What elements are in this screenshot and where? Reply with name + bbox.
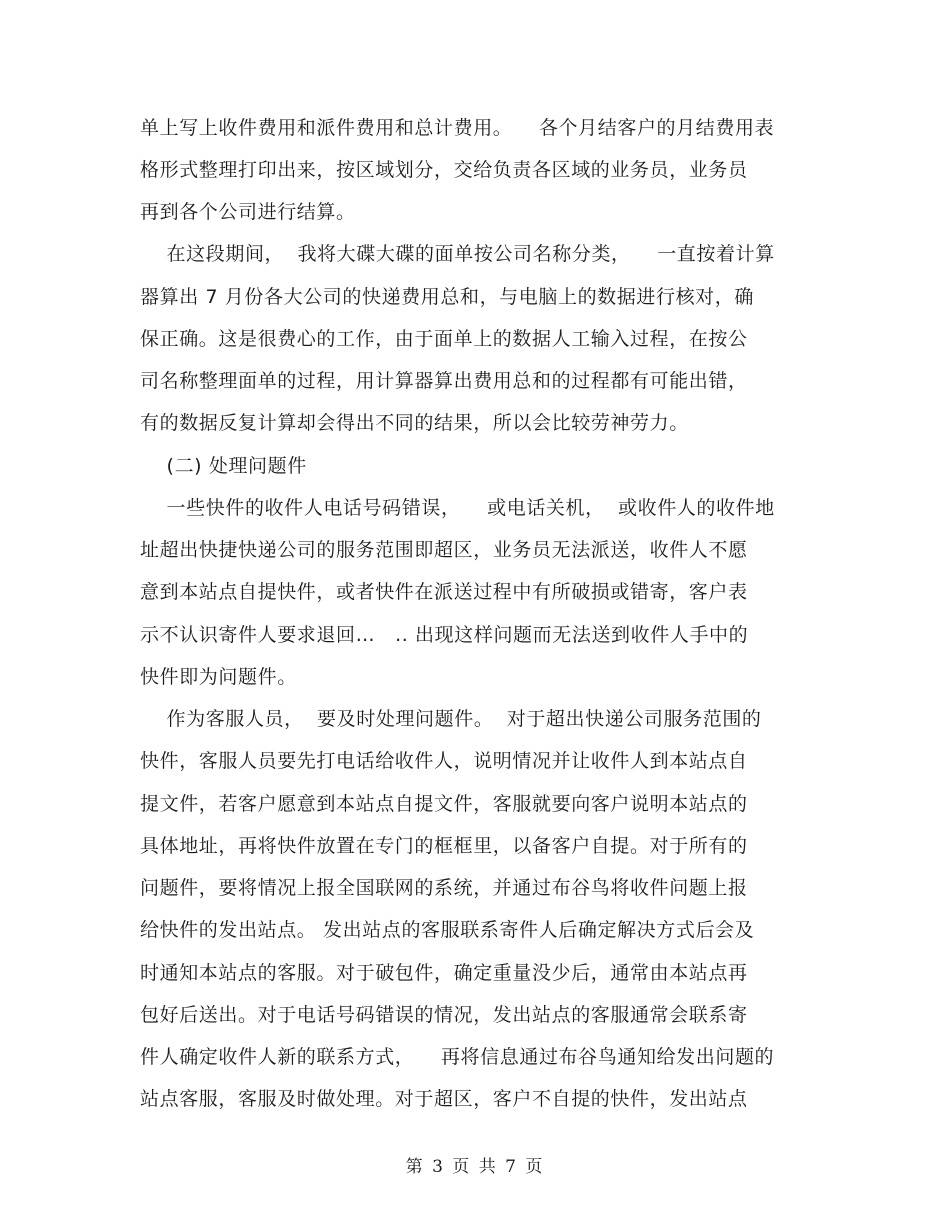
body-line: 再到各个公司进行结算。	[140, 201, 356, 223]
body-line: 器算出 7 月份各大公司的快递费用总和，与电脑上的数据进行核对，确	[140, 286, 754, 308]
body-line: 件人确定收件人新的联系方式， 再将信息通过布谷鸟通知给发出问题的	[140, 1046, 775, 1068]
body-line: 快件即为问题件。	[140, 666, 297, 688]
body-line: 具体地址，再将快件放置在专门的框框里，以备客户自提。对于所有的	[140, 835, 748, 857]
body-line: 问题件，要将情况上报全国联网的系统，并通过布谷鸟将收件问题上报	[140, 877, 748, 899]
body-line: 保正确。这是很费心的工作，由于面单上的数据人工输入过程，在按公	[140, 328, 748, 350]
body-line: 意到本站点自提快件，或者快件在派送过程中有所破损或错寄，客户表	[140, 581, 748, 603]
body-line: 提文件，若客户愿意到本站点自提文件，客服就要向客户说明本站点的	[140, 793, 748, 815]
body-line: 作为客服人员， 要及时处理问题件。 对于超出快递公司服务范围的	[140, 708, 762, 730]
body-line: 单上写上收件费用和派件费用和总计费用。 各个月结客户的月结费用表	[140, 117, 775, 139]
body-line: 快件，客服人员要先打电话给收件人，说明情况并让收件人到本站点自	[140, 750, 748, 772]
body-line: 址超出快捷快递公司的服务范围即超区，业务员无法派送，收件人不愿	[140, 539, 748, 561]
page-number-footer: 第 3 页 共 7 页	[405, 1157, 545, 1177]
body-line: 在这段期间， 我将大碟大碟的面单按公司名称分类， 一直按着计算	[140, 243, 775, 265]
body-line: 包好后送出。对于电话号码错误的情况，发出站点的客服通常会联系寄	[140, 1004, 748, 1026]
body-line: 格形式整理打印出来，按区域划分，交给负责各区域的业务员，业务员	[140, 159, 748, 181]
body-line: 时通知本站点的客服。对于破包件，确定重量没少后，通常由本站点再	[140, 962, 748, 984]
body-line: 站点客服，客服及时做处理。对于超区，客户不自提的快件，发出站点	[140, 1088, 748, 1110]
body-line: 给快件的发出站点。 发出站点的客服联系寄件人后确定解决方式后会及	[140, 919, 755, 941]
section-heading: (二) 处理问题件	[140, 455, 307, 477]
body-line: 司名称整理面单的过程，用计算器算出费用总和的过程都有可能出错，	[140, 370, 748, 392]
body-line: 示不认识寄件人要求退回… .. 出现这样问题而无法送到收件人手中的	[140, 624, 749, 646]
body-line: 一些快件的收件人电话号码错误， 或电话关机， 或收件人的收件地	[140, 497, 775, 519]
body-line: 有的数据反复计算却会得出不同的结果，所以会比较劳神劳力。	[140, 412, 689, 434]
